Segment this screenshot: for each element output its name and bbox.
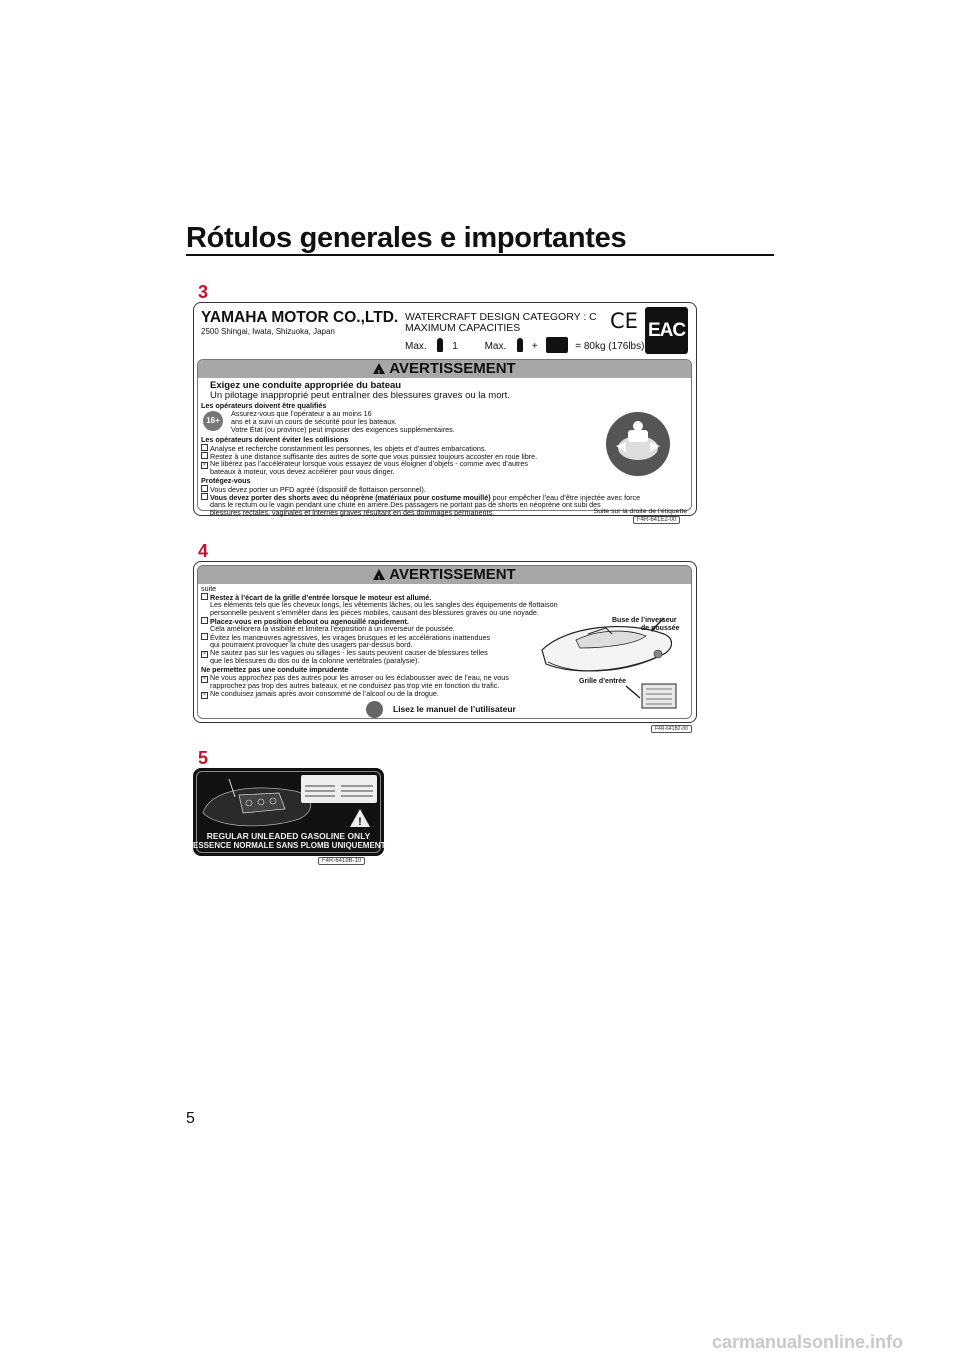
checkbox-icon bbox=[201, 617, 208, 624]
ce-mark-icon: CE bbox=[610, 309, 638, 333]
section-reckless-title: Ne permettez pas une conduite imprudente bbox=[201, 665, 349, 674]
item-5-line-1: Ne vous approchez pas des autres pour les arroser ou les éclabousser avec de l’eau, ne vous bbox=[210, 673, 509, 682]
protect-item-2-line-2: dans le rectum ou le vagin pendant une chute en arrière.Des passagers ne portant pas de shorts en néoprène ont subi des bbox=[210, 500, 601, 509]
read-manual-icon bbox=[366, 701, 383, 718]
figure-number-4: 4 bbox=[198, 541, 209, 561]
checkbox-icon bbox=[201, 593, 208, 600]
label-4 bbox=[193, 561, 697, 723]
item-3-line-1: Évitez les manœuvres agressives, les virages brusques et les accélérations inattendues bbox=[210, 633, 491, 642]
label-code-5: F4R-6419B-10 bbox=[318, 857, 365, 865]
rider-pfd-pictogram-icon bbox=[606, 412, 670, 476]
collisions-item-1: Analyse et recherche constamment les personnes, les objets et d’autres embarcations. bbox=[201, 444, 486, 453]
cross-checkbox-icon: × bbox=[201, 692, 208, 699]
eac-mark-icon: EAC bbox=[645, 307, 688, 354]
age-16-icon: 16+ bbox=[203, 411, 223, 431]
warning-title: AVERTISSEMENT bbox=[389, 360, 516, 377]
section-protect-title: Protégez-vous bbox=[201, 476, 251, 485]
item-1-heading: Restez à l’écart de la grille d’entrée lorsque le moteur est allumé. bbox=[210, 593, 432, 602]
company-address: 2500 Shingai, Iwata, Shizuoka, Japan bbox=[201, 327, 335, 336]
warning-triangle-icon bbox=[373, 363, 385, 374]
checkbox-icon bbox=[201, 485, 208, 492]
company-name: YAMAHA MOTOR CO.,LTD. bbox=[201, 309, 399, 326]
checkbox-icon bbox=[201, 493, 208, 500]
warning-heading-2: Un pilotage inapproprié peut entraîner des blessures graves ou la mort. bbox=[210, 390, 510, 401]
max-label-2: Max. bbox=[484, 341, 507, 352]
fuel-line-1: REGULAR UNLEADED GASOLINE ONLY bbox=[206, 831, 371, 841]
label-3 bbox=[193, 302, 697, 516]
item-4-line-1: Ne sautez pas sur les vagues ou sillages - les sauts peuvent causer de blessures telles bbox=[210, 648, 488, 657]
item-2-heading: Placez-vous en position debout ou agenouillé rapidement. bbox=[210, 617, 409, 626]
title-rule bbox=[186, 254, 774, 256]
capacities-row bbox=[405, 337, 644, 353]
person-count: 1 bbox=[452, 341, 458, 352]
capacity-value: = 80kg (176lbs) bbox=[575, 341, 645, 352]
item-6-line-1: Ne conduisez jamais après avoir consommé de l’alcool ou de la drogue. bbox=[210, 689, 439, 698]
suite-label: suite bbox=[201, 584, 217, 593]
person-icon bbox=[437, 338, 443, 352]
fuel-line-2: ESSENCE NORMALE SANS PLOMB UNIQUEMENT bbox=[193, 841, 386, 850]
cross-checkbox-icon: × bbox=[201, 676, 208, 683]
item-5-line-2: rapprochez pas trop des autres bateaux, et ne conduisez pas trop vite en fonction du trafic. bbox=[210, 681, 500, 690]
design-category: WATERCRAFT DESIGN CATEGORY : C bbox=[405, 311, 597, 323]
section-collisions-title: Les opérateurs doivent éviter les collisions bbox=[201, 435, 349, 444]
item-1-line-2: Les éléments tels que les cheveux longs, les vêtements lâches, ou les sangles des équipements de flottaison bbox=[210, 600, 558, 609]
qualified-line-2: ans et a suivi un cours de sécurité pour les bateaux. bbox=[231, 417, 397, 426]
capacities-heading: MAXIMUM CAPACITIES bbox=[405, 322, 521, 334]
read-manual-text: Lisez le manuel de l’utilisateur bbox=[393, 704, 516, 714]
item-2-line-2: Cela améliorera la visibilité et limitera l’exposition à un inverseur de poussée. bbox=[210, 624, 455, 633]
warning-triangle-icon bbox=[373, 569, 385, 580]
item-4-line-2: que les blessures du dos ou de la colonne vertébrales (paralysie). bbox=[210, 656, 420, 665]
watermark: carmanualsonline.info bbox=[712, 1332, 904, 1352]
warning-bar bbox=[198, 566, 691, 584]
max-label-1: Max. bbox=[405, 341, 427, 352]
person-icon-2 bbox=[517, 338, 523, 352]
page-number: 5 bbox=[186, 1110, 195, 1127]
cross-checkbox-icon: × bbox=[201, 651, 208, 658]
warning-panel-3 bbox=[197, 359, 692, 517]
checkbox-icon bbox=[201, 444, 208, 451]
protect-item-1: Vous devez porter un PFD agréé (dispositif de flottaison personnel). bbox=[201, 485, 426, 494]
qualified-line-1: Assurez-vous que l’opérateur a au moins 16 bbox=[231, 409, 372, 418]
figure-number-5: 5 bbox=[198, 748, 209, 768]
qualified-line-3: Votre État (ou province) peut imposer des exigences supplémentaires. bbox=[231, 425, 455, 434]
checkbox-icon bbox=[201, 452, 208, 459]
figure-number-3: 3 bbox=[198, 282, 209, 302]
callout-intake-grate: Grille d’entrée bbox=[579, 678, 627, 685]
plus-sign: + bbox=[531, 341, 538, 352]
checkbox-icon bbox=[201, 633, 208, 640]
warning-heading-1: Exigez une conduite appropriée du bateau bbox=[210, 380, 402, 391]
label-code-4: F4R-641B2-00 bbox=[651, 725, 692, 733]
warning-title: AVERTISSEMENT bbox=[389, 566, 516, 583]
fuel-info-plate bbox=[301, 775, 377, 803]
protect-item-2: Vous devez porter des shorts avec du néoprène (matériaux pour costume mouillé) pour empêcher l’eau d’être injectée avec force bbox=[201, 493, 640, 502]
collisions-item-3-cont: bateaux à moteur, vous devez accélérer pour vous diriger. bbox=[210, 467, 395, 476]
cross-checkbox-icon: × bbox=[201, 462, 208, 469]
warning-panel-4 bbox=[197, 565, 692, 719]
luggage-icon bbox=[546, 337, 568, 353]
warning-bar bbox=[198, 360, 691, 378]
warning-triangle-icon bbox=[349, 808, 371, 828]
label-5 bbox=[193, 768, 384, 856]
collisions-item-3: × Ne libérez pas l’accélérateur lorsque vous essayez de vous éloigner d’objets - comme avec d’autres bbox=[201, 460, 528, 469]
item-1-line-3: personnelle peuvent s’emmêler dans les pièces mobiles, causant des blessures graves ou une noyade. bbox=[210, 608, 539, 617]
protect-item-2-line-3: blessures rectales, vaginales et internes graves résultant en des dommages permanents. bbox=[210, 508, 495, 517]
svg-text:!: ! bbox=[358, 816, 362, 828]
label-code-3: F4R-641E2-00 bbox=[633, 516, 680, 524]
collisions-item-2: Restez à une distance suffisante des autres de sorte que vous puissiez toujours accoster en roue libre. bbox=[201, 452, 537, 461]
section-qualified-title: Les opérateurs doivent être qualifiés bbox=[201, 401, 327, 410]
item-3-line-2: qui pourraient provoquer la chute des usagers par-dessus bord. bbox=[210, 640, 413, 649]
page-title: Rótulos generales e importantes bbox=[186, 222, 627, 254]
continued-note: Suite sur la droite de l’étiquette bbox=[593, 508, 687, 515]
callout-thrust-nozzle-line-2: de poussée bbox=[641, 625, 680, 632]
callout-thrust-nozzle-line-1: Buse de l’inverseur bbox=[612, 617, 677, 624]
